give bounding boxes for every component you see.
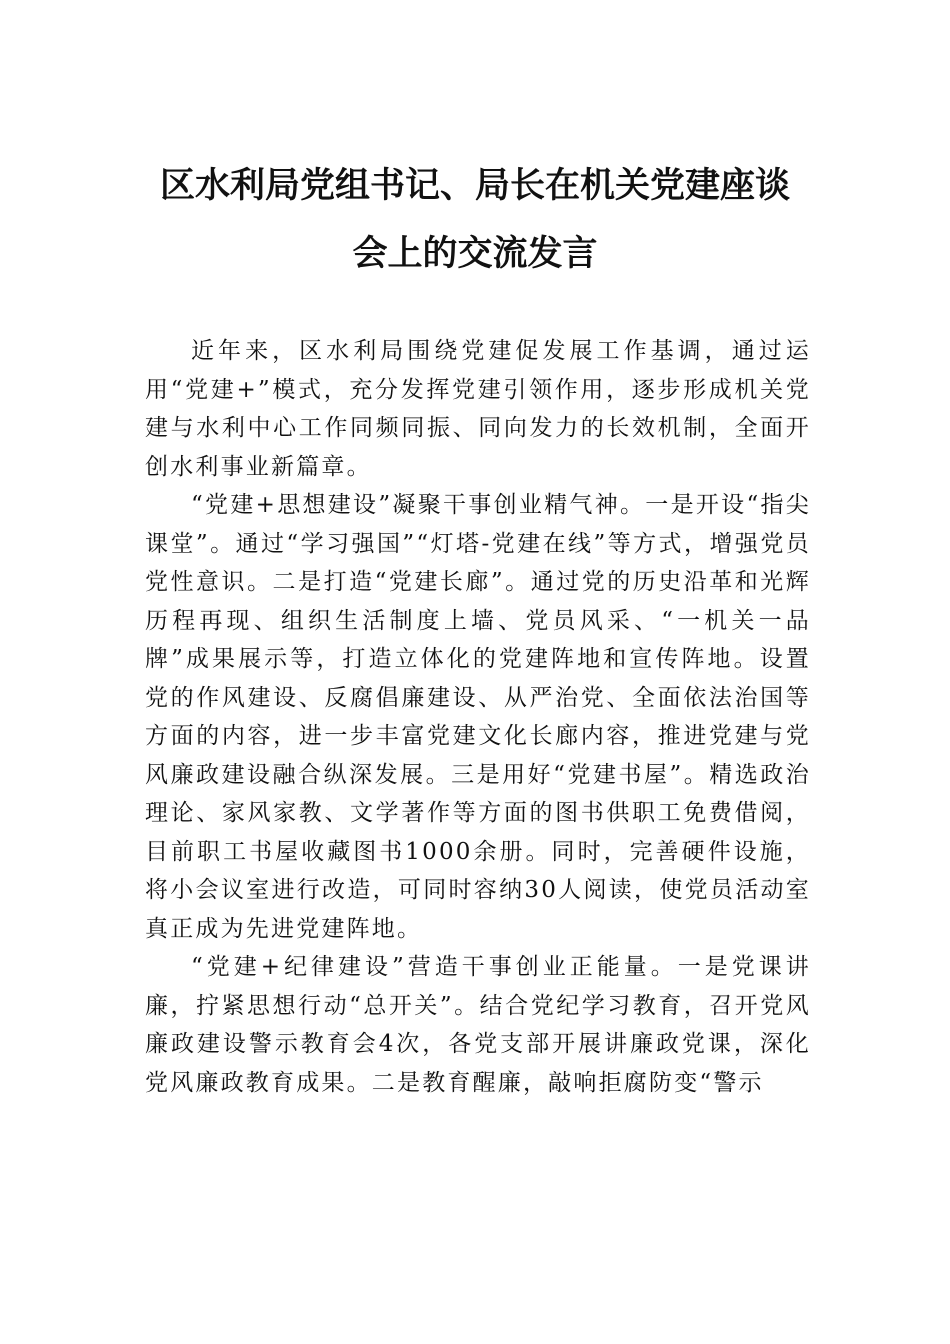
paragraph-discipline: “党建+纪律建设”营造干事创业正能量。一是党课讲廉，拧紧思想行动“总开关”。结合党纪学习教育，召开党风廉政建设警示教育会4次，各党支部开展讲廉政党课，深化党风廉政教育成果。二是教育醒廉，敲响拒腐防变“警示 (145, 954, 811, 1096)
paragraph-intro: 近年来，区水利局围绕党建促发展工作基调，通过运用“党建+”模式，充分发挥党建引领作用，逐步形成机关党建与水利中心工作同频同振、同向发力的长效机制，全面开创水利事业新篇章。 (145, 338, 811, 480)
document-title-line-1: 区水利局党组书记、局长在机关党建座谈 (159, 165, 790, 206)
document-body (145, 332, 811, 1102)
document-title-line-2: 会上的交流发言 (352, 233, 598, 274)
paragraph-ideology: “党建+思想建设”凝聚干事创业精气神。一是开设“指尖课堂”。通过“学习强国”“灯塔-党建在线”等方式，增强党员党性意识。二是打造“党建长廊”。通过党的历史沿革和光辉历程再现、组织生活制度上墙、党员风采、“一机关一品牌”成果展示等，打造立体化的党建阵地和宣传阵地。设置党的作风建设、反腐倡廉建设、从严治党、全面依法治国等方面的内容，进一步丰富党建文化长廊内容，推进党建与党风廉政建设融合纵深发展。三是用好“党建书屋”。精选政治理论、家风家教、文学著作等方面的图书供职工免费借阅，目前职工书屋收藏图书1000余册。同时，完善硬件设施，将小会议室进行改造，可同时容纳30人阅读，使党员活动室真正成为先进党建阵地。 (145, 492, 811, 942)
